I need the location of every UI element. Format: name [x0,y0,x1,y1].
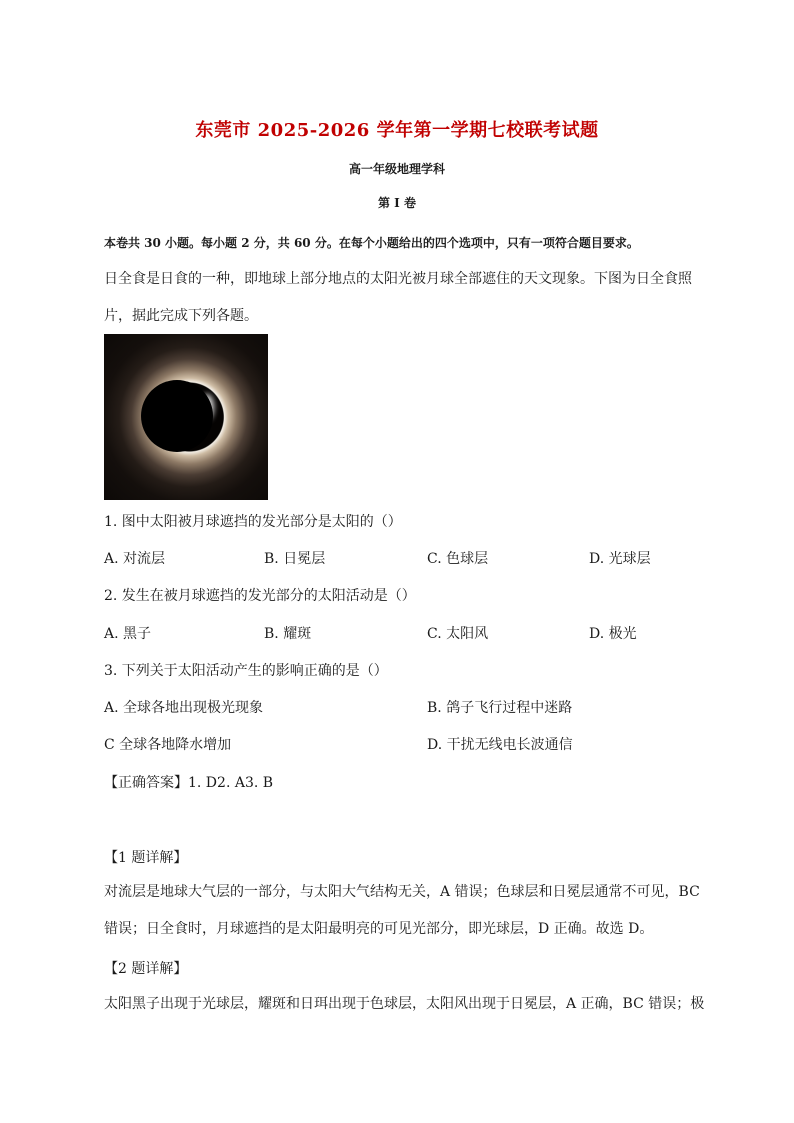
question-2-option-a: A. 黑子 [104,626,152,642]
question-1-option-d: D. 光球层 [589,551,651,567]
explanation-2-line-1: 太阳黑子出现于光球层，耀斑和日珥出现于色球层，太阳风出现于日冕层，A 正确，BC 错误；极 [104,996,705,1012]
question-3-option-b: B. 鸽子飞行过程中迷路 [427,700,573,716]
exam-title: 东莞市 2025-2026 学年第一学期七校联考试题 [195,120,599,141]
exam-subtitle: 高一年级地理学科 [348,162,445,176]
question-1-stem: 1. 图中太阳被月球遮挡的发光部分是太阳的（） [104,514,402,530]
explanation-1-line-2: 错误；日全食时，月球遮挡的是太阳最明亮的可见光部分，即光球层，D 正确。故选 D。 [104,921,654,937]
question-2-option-d: D. 极光 [589,626,637,642]
question-2-option-b: B. 耀斑 [264,626,312,642]
volume-label: 第 I 卷 [378,196,416,210]
question-3-option-c: C 全球各地降水增加 [104,737,232,753]
question-3-option-a: A. 全球各地出现极光现象 [104,700,264,716]
explanation-1-line-1: 对流层是地球大气层的一部分，与太阳大气结构无关，A 错误；色球层和日冕层通常不可见，BC [104,884,700,900]
explanation-1-heading: 【1 题详解】 [104,850,188,866]
answer-key: 【正确答案】1. D2. A3. B [104,775,274,791]
solar-eclipse-photo [104,334,268,500]
instructions: 本卷共 30 小题。每小题 2 分，共 60 分。在每个小题给出的四个选项中，只有一项符合题目要求。 [104,236,639,250]
intro-line-1: 日全食是日食的一种，即地球上部分地点的太阳光被月球全部遮住的天文现象。下图为日全食照 [104,271,692,287]
question-1-option-b: B. 日冕层 [264,551,326,567]
question-1-option-c: C. 色球层 [427,551,489,567]
question-1-option-a: A. 对流层 [104,551,166,567]
question-2-option-c: C. 太阳风 [427,626,489,642]
question-3-stem: 3. 下列关于太阳活动产生的影响正确的是（） [104,663,388,679]
moon-disk [141,380,213,452]
question-3-option-d: D. 干扰无线电长波通信 [427,737,573,753]
intro-line-2: 片，据此完成下列各题。 [104,308,258,324]
explanation-2-heading: 【2 题详解】 [104,961,188,977]
question-2-stem: 2. 发生在被月球遮挡的发光部分的太阳活动是（） [104,588,416,604]
